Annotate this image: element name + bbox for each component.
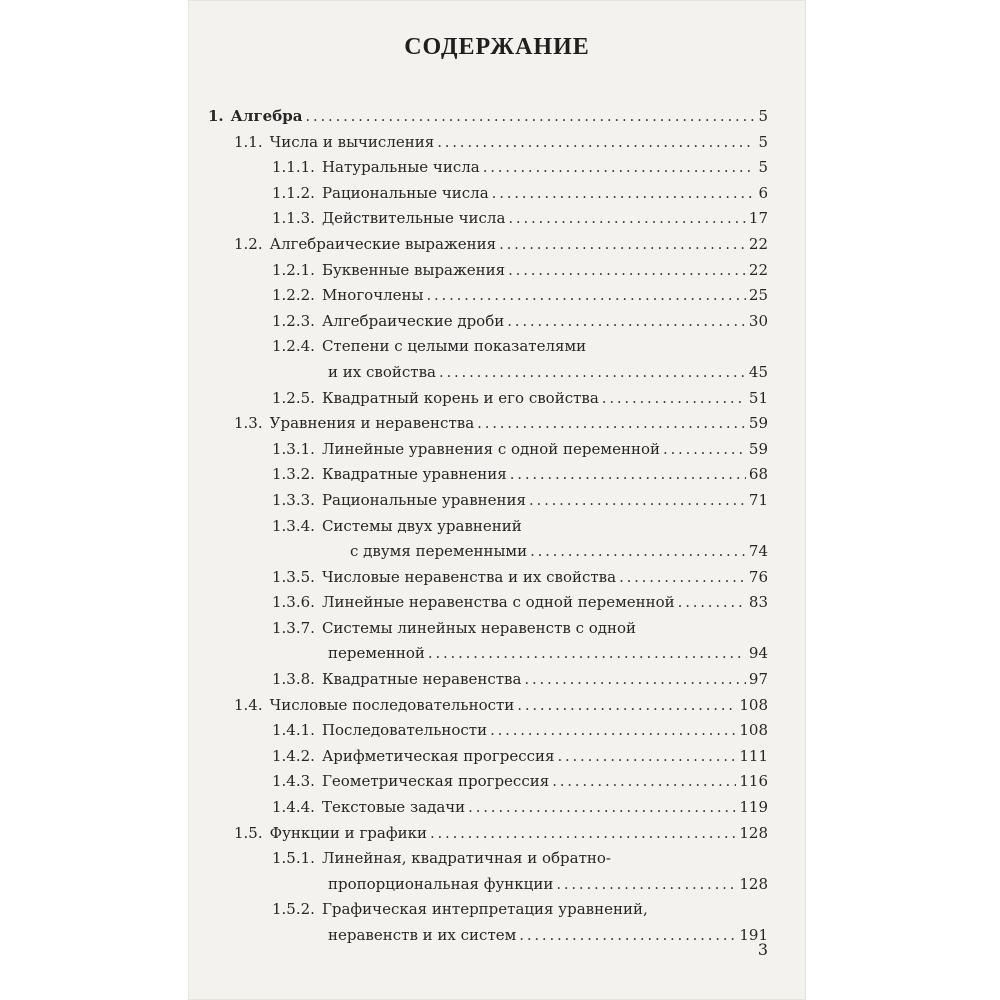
leader-dots: [508, 206, 746, 232]
toc-title: Системы линейных неравенств с одной: [321, 618, 637, 637]
toc-page: 94: [748, 644, 768, 663]
table-of-contents: [208, 104, 768, 949]
leader-dots: [437, 130, 755, 156]
leader-dots: [602, 386, 746, 412]
toc-title: Уравнения и неравенства: [269, 414, 475, 433]
toc-entry-1-3-7: [208, 616, 768, 642]
toc-title: Буквенные выражения: [321, 260, 506, 279]
page-number: 3: [757, 940, 768, 959]
toc-entry-1-1-3: [208, 206, 768, 232]
toc-number: 1.3.8.: [272, 670, 315, 689]
leader-dots: [428, 641, 746, 667]
toc-number: 1.4.1.: [272, 721, 315, 740]
toc-title: Числа и вычисления: [269, 132, 435, 151]
toc-title: Графическая интерпретация уравнений,: [321, 900, 648, 919]
leader-dots: [529, 488, 746, 514]
toc-page: 116: [739, 772, 768, 791]
toc-title: Квадратный корень и его свойства: [321, 388, 599, 407]
toc-title: Линейные уравнения с одной переменной: [321, 439, 660, 458]
leader-dots: [490, 718, 736, 744]
toc-entry-1-5-1-cont: [208, 872, 768, 898]
toc-number: 1.5.1.: [272, 849, 315, 868]
toc-entry-1-3-1: [208, 437, 768, 463]
toc-entry-1-2-1: [208, 258, 768, 284]
toc-number: 1.2.1.: [272, 260, 315, 279]
toc-page: 191: [739, 926, 768, 944]
toc-entry-1-5-1: [208, 846, 768, 872]
toc-entry-1-5-2-cont: [208, 923, 768, 949]
toc-page: 68: [748, 465, 768, 484]
toc-title-cont: с двумя переменными: [350, 542, 528, 561]
leader-dots: [426, 283, 745, 309]
leader-dots: [510, 462, 746, 488]
toc-page: 59: [748, 414, 768, 433]
leader-dots: [439, 360, 746, 386]
toc-page: 22: [748, 234, 768, 253]
toc-entry-1-3-7-cont: [208, 641, 768, 667]
toc-number: 1.5.2.: [272, 900, 315, 919]
toc-title: Линейная, квадратичная и обратно-: [321, 849, 611, 868]
toc-page: 59: [748, 439, 768, 458]
leader-dots: [556, 872, 736, 898]
toc-title: Линейные неравенства с одной переменной: [321, 593, 675, 612]
toc-title-cont: переменной: [328, 644, 425, 663]
toc-number: 1.1.3.: [272, 209, 315, 228]
leader-dots: [663, 437, 746, 463]
toc-number: 1.3.3.: [272, 490, 315, 509]
leader-dots: [483, 155, 756, 181]
toc-page: 5: [758, 107, 768, 125]
toc-title: Функции и графики: [269, 823, 427, 842]
leader-dots: [517, 693, 736, 719]
toc-entry-1-2-5: [208, 386, 768, 412]
leader-dots: [492, 181, 756, 207]
toc-page: 45: [748, 362, 768, 381]
leader-dots: [530, 539, 746, 565]
toc-title: Квадратные уравнения: [321, 465, 507, 484]
toc-title: Рациональные уравнения: [321, 490, 527, 509]
toc-page: 108: [739, 695, 768, 714]
toc-number: 1.3.1.: [272, 439, 315, 458]
toc-entry-1-5: [208, 821, 768, 847]
toc-entry-1: [208, 104, 768, 130]
toc-entry-1-3: [208, 411, 768, 437]
toc-number: 1.: [208, 107, 224, 125]
toc-page: 74: [748, 542, 768, 561]
toc-number: 1.1.1.: [272, 158, 315, 177]
toc-number: 1.3.: [234, 414, 263, 433]
leader-dots: [619, 565, 746, 591]
toc-number: 1.1.: [234, 132, 263, 151]
leader-dots: [524, 667, 745, 693]
toc-number: 1.2.3.: [272, 311, 315, 330]
toc-number: 1.4.: [234, 695, 263, 714]
toc-title-cont: и их свойства: [328, 362, 436, 381]
toc-entry-1-1-2: [208, 181, 768, 207]
toc-entry-1-5-2: [208, 897, 768, 923]
toc-title: Действительные числа: [321, 209, 506, 228]
toc-entry-1-3-6: [208, 590, 768, 616]
leader-dots: [468, 795, 736, 821]
toc-number: 1.2.5.: [272, 388, 315, 407]
leader-dots: [678, 590, 746, 616]
toc-number: 1.3.4.: [272, 516, 315, 535]
toc-page: 119: [739, 798, 768, 817]
toc-entry-1-3-4: [208, 514, 768, 540]
toc-title: Геометрическая прогрессия: [321, 772, 550, 791]
toc-entry-1-3-5: [208, 565, 768, 591]
leader-dots: [507, 309, 746, 335]
toc-page: 6: [758, 183, 768, 202]
toc-number: 1.1.2.: [272, 183, 315, 202]
toc-page: 51: [748, 388, 768, 407]
toc-entry-1-4: [208, 693, 768, 719]
toc-number: 1.3.2.: [272, 465, 315, 484]
toc-number: 1.2.4.: [272, 337, 315, 356]
toc-title: Натуральные числа: [321, 158, 480, 177]
toc-page: 30: [748, 311, 768, 330]
toc-entry-1-4-4: [208, 795, 768, 821]
toc-title: Системы двух уравнений: [321, 516, 522, 535]
toc-number: 1.3.6.: [272, 593, 315, 612]
toc-number: 1.4.3.: [272, 772, 315, 791]
toc-number: 1.4.4.: [272, 798, 315, 817]
toc-title: Текстовые задачи: [321, 798, 466, 817]
toc-number: 1.2.2.: [272, 286, 315, 305]
toc-entry-1-1-1: [208, 155, 768, 181]
leader-dots: [477, 411, 746, 437]
leader-dots: [557, 744, 736, 770]
toc-entry-1-2-4-cont: [208, 360, 768, 386]
toc-page: 22: [748, 260, 768, 279]
toc-page: 128: [739, 823, 768, 842]
toc-title: Последовательности: [321, 721, 488, 740]
leader-dots: [499, 232, 746, 258]
toc-title: Числовые неравенства и их свойства: [321, 567, 617, 586]
toc-number: 1.5.: [234, 823, 263, 842]
toc-number: 1.3.5.: [272, 567, 315, 586]
toc-entry-1-3-3: [208, 488, 768, 514]
toc-page: 76: [748, 567, 768, 586]
toc-title: Рациональные числа: [321, 183, 489, 202]
toc-title-cont: пропорциональная функции: [328, 874, 554, 893]
page-title: СОДЕРЖАНИЕ: [404, 34, 590, 60]
book-page: [188, 0, 806, 1000]
toc-title: Многочлены: [321, 286, 424, 305]
toc-number: 1.4.2.: [272, 746, 315, 765]
toc-entry-1-2: [208, 232, 768, 258]
toc-entry-1-4-1: [208, 718, 768, 744]
toc-entry-1-4-3: [208, 769, 768, 795]
toc-entry-1-2-4: [208, 334, 768, 360]
toc-entry-1-2-2: [208, 283, 768, 309]
toc-title: Квадратные неравенства: [321, 670, 522, 689]
toc-title: Числовые последовательности: [269, 695, 515, 714]
toc-entry-1-4-2: [208, 744, 768, 770]
toc-entry-1-3-2: [208, 462, 768, 488]
toc-page: 111: [739, 746, 768, 765]
leader-dots: [305, 104, 755, 130]
toc-page: 83: [748, 593, 768, 612]
toc-page: 128: [739, 874, 768, 893]
toc-entry-1-2-3: [208, 309, 768, 335]
toc-page: 25: [748, 286, 768, 305]
leader-dots: [552, 769, 736, 795]
toc-page: 71: [748, 490, 768, 509]
leader-dots: [519, 923, 736, 949]
toc-number: 1.2.: [234, 234, 263, 253]
toc-page: 108: [739, 721, 768, 740]
toc-title: Алгебраические дроби: [321, 311, 505, 330]
toc-number: 1.3.7.: [272, 618, 315, 637]
toc-entry-1-1: [208, 130, 768, 156]
leader-dots: [508, 258, 746, 284]
toc-title: Алгебраические выражения: [269, 234, 497, 253]
toc-title: Степени с целыми показателями: [321, 337, 587, 356]
toc-title: Алгебра: [230, 107, 303, 125]
toc-page: 17: [748, 209, 768, 228]
toc-page: 5: [758, 132, 768, 151]
toc-title-cont: неравенств и их систем: [328, 926, 517, 944]
toc-entry-1-3-4-cont: [208, 539, 768, 565]
toc-title: Арифметическая прогрессия: [321, 746, 555, 765]
toc-page: 5: [758, 158, 768, 177]
toc-entry-1-3-8: [208, 667, 768, 693]
leader-dots: [430, 821, 736, 847]
toc-page: 97: [748, 670, 768, 689]
